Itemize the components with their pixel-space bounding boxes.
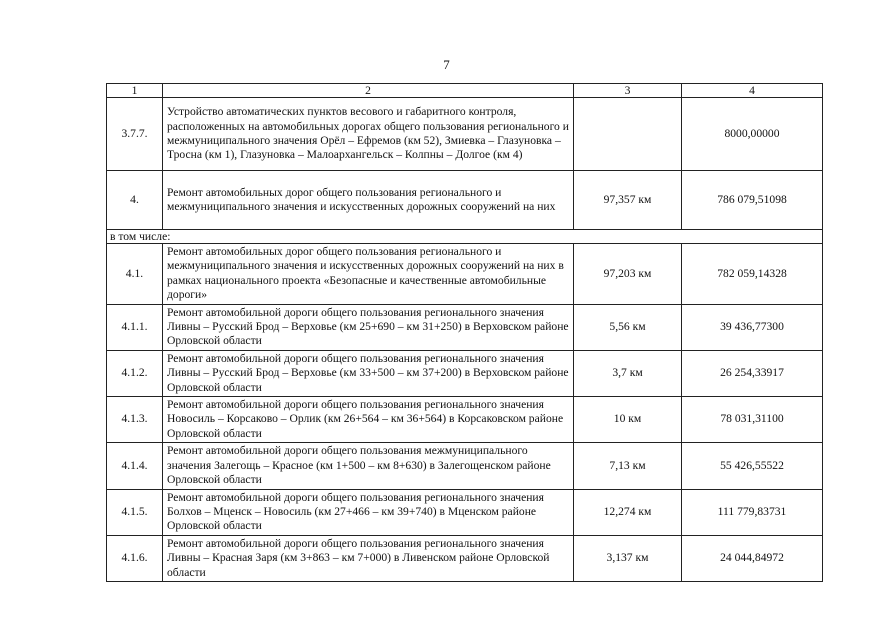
note-cell: в том числе:: [107, 230, 823, 244]
subtotal-note-row: [107, 230, 823, 244]
table-row: [107, 304, 823, 350]
amount-cell: 55 426,55522: [682, 443, 823, 489]
amount-cell: 24 044,84972: [682, 535, 823, 581]
description-cell: Ремонт автомобильных дорог общего пользования регионального и межмуниципального значения и искусственных дорожных сооружений на них: [163, 171, 574, 230]
length-cell: 97,203 км: [574, 244, 682, 305]
amount-cell: 39 436,77300: [682, 304, 823, 350]
header-cell-1: 1: [107, 84, 163, 98]
table-row: [107, 171, 823, 230]
item-number-cell: 4.1.5.: [107, 489, 163, 535]
amount-cell: 782 059,14328: [682, 244, 823, 305]
item-number-cell: 4.1.4.: [107, 443, 163, 489]
item-number-cell: 4.1.2.: [107, 350, 163, 396]
table-row: [107, 98, 823, 171]
page-number: 7: [443, 57, 450, 72]
length-cell: 3,7 км: [574, 350, 682, 396]
amount-cell: 111 779,83731: [682, 489, 823, 535]
table-row: [107, 397, 823, 443]
header-cell-4: 4: [682, 84, 823, 98]
table-row: [107, 535, 823, 581]
item-number-cell: 4.: [107, 171, 163, 230]
table-body: [107, 84, 823, 582]
description-cell: Устройство автоматических пунктов весового и габаритного контроля, расположенных на автомобильных дорогах общего пользования регионального и межмуниципального значения Орёл – Ефремов (км 52), Змиевка – Глазуновка – Тросна (км 1), Глазуновка – Малоархангельск – Колпны – Долгое (км 4): [163, 98, 574, 171]
item-number-cell: 4.1.1.: [107, 304, 163, 350]
length-cell: [574, 98, 682, 171]
length-cell: 7,13 км: [574, 443, 682, 489]
header-cell-3: 3: [574, 84, 682, 98]
description-cell: Ремонт автомобильной дороги общего пользования регионального значения Ливны – Русский Брод – Верховье (км 33+500 – км 37+200) в Верховском районе Орловской области: [163, 350, 574, 396]
item-number-cell: 3.7.7.: [107, 98, 163, 171]
amount-cell: 786 079,51098: [682, 171, 823, 230]
amount-cell: 78 031,31100: [682, 397, 823, 443]
header-cell-2: 2: [163, 84, 574, 98]
table-header-row: [107, 84, 823, 98]
works-table: [106, 83, 823, 582]
table-row: [107, 350, 823, 396]
length-cell: 3,137 км: [574, 535, 682, 581]
length-cell: 12,274 км: [574, 489, 682, 535]
table-row: [107, 244, 823, 305]
length-cell: 97,357 км: [574, 171, 682, 230]
item-number-cell: 4.1.3.: [107, 397, 163, 443]
table-row: [107, 443, 823, 489]
amount-cell: 26 254,33917: [682, 350, 823, 396]
description-cell: Ремонт автомобильной дороги общего пользования регионального значения Ливны – Красная Заря (км 3+863 – км 7+000) в Ливенском районе Орловской области: [163, 535, 574, 581]
description-cell: Ремонт автомобильных дорог общего пользования регионального и межмуниципального значения и искусственных дорожных сооружений на них в рамках национального проекта «Безопасные и качественные автомобильные дороги»: [163, 244, 574, 305]
description-cell: Ремонт автомобильной дороги общего пользования регионального значения Новосиль – Корсаково – Орлик (км 26+564 – км 36+564) в Корсаковском районе Орловской области: [163, 397, 574, 443]
item-number-cell: 4.1.: [107, 244, 163, 305]
description-cell: Ремонт автомобильной дороги общего пользования межмуниципального значения Залегощь – Красное (км 1+500 – км 8+630) в Залегощенском районе Орловской области: [163, 443, 574, 489]
table-row: [107, 489, 823, 535]
description-cell: Ремонт автомобильной дороги общего пользования регионального значения Болхов – Мценск – Новосиль (км 27+466 – км 39+740) в Мценском районе Орловской области: [163, 489, 574, 535]
item-number-cell: 4.1.6.: [107, 535, 163, 581]
amount-cell: 8000,00000: [682, 98, 823, 171]
length-cell: 10 км: [574, 397, 682, 443]
length-cell: 5,56 км: [574, 304, 682, 350]
description-cell: Ремонт автомобильной дороги общего пользования регионального значения Ливны – Русский Брод – Верховье (км 25+690 – км 31+250) в Верховском районе Орловской области: [163, 304, 574, 350]
